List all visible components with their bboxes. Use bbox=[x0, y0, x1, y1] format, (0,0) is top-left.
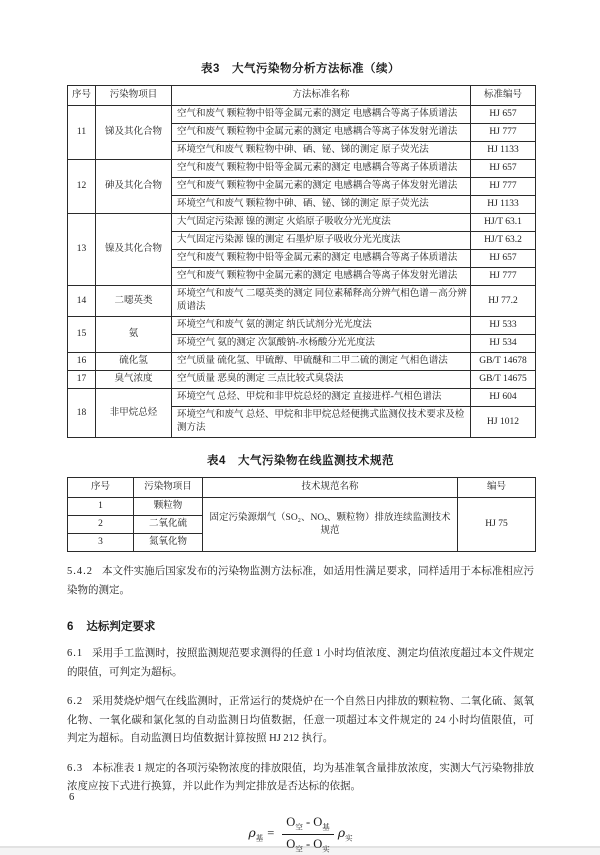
table-row bbox=[68, 286, 536, 317]
column-header: 编号 bbox=[458, 478, 536, 498]
table-row bbox=[68, 106, 536, 124]
row-number-cell: 11 bbox=[68, 106, 96, 160]
clause-text: 采用焚烧炉烟气在线监测时，正常运行的焚烧炉在一个自然日内排放的颗粒物、二氧化硫、氮氧化物、一氧化碳和氯化氢的自动监测日均值数据，任意一项超过本文件规定的 24 小时均值限值，可判定为超标。自动监测日均值数据计算按照 HJ 212 执行。 bbox=[67, 696, 534, 744]
column-header: 污染物项目 bbox=[96, 86, 172, 106]
standard-code-cell: HJ/T 63.1 bbox=[471, 214, 536, 232]
formula-factor: $\rho_实$ bbox=[337, 825, 353, 843]
table-row bbox=[68, 389, 536, 407]
pollutant-cell: 二噁英类 bbox=[96, 286, 172, 317]
table4 bbox=[67, 477, 536, 552]
pollutant-cell: 砷及其化合物 bbox=[96, 160, 172, 214]
table4-title: 表4 大气污染物在线监测技术规范 bbox=[207, 455, 394, 467]
table-row bbox=[68, 160, 536, 178]
column-header: 序号 bbox=[68, 478, 134, 498]
standard-code-cell: HJ 533 bbox=[471, 317, 536, 335]
spec-name-cell: 固定污染源烟气（SO₂、NOₓ、颗粒物）排放连续监测技术规范 bbox=[203, 498, 458, 552]
pollutant-cell: 氨 bbox=[96, 317, 172, 353]
section-number: 6 bbox=[67, 621, 75, 633]
formula-equals: = bbox=[267, 826, 275, 841]
pollutant-cell: 镍及其化合物 bbox=[96, 214, 172, 286]
row-number-cell: 17 bbox=[68, 371, 96, 389]
method-name-cell: 环境空气和废气 颗粒物中砷、硒、铋、锑的测定 原子荧光法 bbox=[172, 142, 471, 160]
standard-code-cell: HJ 1133 bbox=[471, 142, 536, 160]
row-number-cell: 3 bbox=[68, 534, 134, 552]
column-header: 方法标准名称 bbox=[172, 86, 471, 106]
formula-lhs: $\rho_基$ bbox=[248, 825, 264, 843]
pollutant-cell: 二氧化硫 bbox=[134, 516, 203, 534]
table-row bbox=[68, 214, 536, 232]
table4-header-row bbox=[68, 478, 536, 498]
formula-fraction bbox=[282, 815, 333, 855]
paragraph-5-4-2 bbox=[67, 563, 534, 600]
standard-code-cell: HJ 77.2 bbox=[471, 286, 536, 317]
pollutant-cell: 臭气浓度 bbox=[96, 371, 172, 389]
method-name-cell: 空气质量 硫化氢、甲硫醇、甲硫醚和二甲二硫的测定 气相色谱法 bbox=[172, 353, 471, 371]
pollutant-cell: 氮氧化物 bbox=[134, 534, 203, 552]
method-name-cell: 空气和废气 颗粒物中铅等金属元素的测定 电感耦合等离子体质谱法 bbox=[172, 160, 471, 178]
page-number: 6 bbox=[69, 792, 75, 803]
method-name-cell: 环境空气 总烃、甲烷和非甲烷总烃的测定 直接进样-气相色谱法 bbox=[172, 389, 471, 407]
standard-code-cell: HJ 777 bbox=[471, 268, 536, 286]
method-name-cell: 空气和废气 颗粒物中金属元素的测定 电感耦合等离子体发射光谱法 bbox=[172, 178, 471, 196]
row-number-cell: 14 bbox=[68, 286, 96, 317]
method-name-cell: 环境空气和废气 总烃、甲烷和非甲烷总烃便携式监测仪技术要求及检测方法 bbox=[172, 407, 471, 438]
standard-code-cell: HJ 534 bbox=[471, 335, 536, 353]
formula-denominator: $O_空 - O_实$ bbox=[286, 837, 330, 854]
section-6-heading bbox=[67, 618, 534, 634]
conversion-formula bbox=[67, 815, 534, 855]
pollutant-cell: 非甲烷总烃 bbox=[96, 389, 172, 438]
standard-code-cell: HJ 1012 bbox=[471, 407, 536, 438]
section-title: 达标判定要求 bbox=[86, 621, 156, 633]
clause-text: 本标准表 1 规定的各项污染物浓度的排放限值，均为基准氧含量排放浓度，实测大气污染物排放浓度应按下式进行换算，并以此作为判定排放是否达标的依据。 bbox=[67, 762, 534, 792]
method-name-cell: 空气和废气 颗粒物中铅等金属元素的测定 电感耦合等离子体质谱法 bbox=[172, 106, 471, 124]
standard-code-cell: HJ 777 bbox=[471, 124, 536, 142]
table-row bbox=[68, 317, 536, 335]
standard-code-cell: HJ 1133 bbox=[471, 196, 536, 214]
table3-header-row bbox=[68, 86, 536, 106]
standard-code-cell: HJ 657 bbox=[471, 160, 536, 178]
column-header: 标准编号 bbox=[471, 86, 536, 106]
method-name-cell: 大气固定污染源 镍的测定 石墨炉原子吸收分光光度法 bbox=[172, 232, 471, 250]
row-number-cell: 13 bbox=[68, 214, 96, 286]
row-number-cell: 12 bbox=[68, 160, 96, 214]
clause-number: 6.1 bbox=[67, 648, 84, 659]
clause-text: 采用手工监测时，按照监测规范要求测得的任意 1 小时均值浓度、测定均值浓度超过本文件规定的限值，可判定为超标。 bbox=[67, 648, 534, 678]
paragraph-6-2 bbox=[67, 693, 534, 749]
clause-number: 6.2 bbox=[67, 696, 84, 707]
table-row bbox=[68, 371, 536, 389]
paragraph-6-3 bbox=[67, 760, 534, 797]
table-row bbox=[68, 498, 536, 516]
method-name-cell: 环境空气 氨的测定 次氯酸钠-水杨酸分光光度法 bbox=[172, 335, 471, 353]
standard-code-cell: HJ 777 bbox=[471, 178, 536, 196]
table-row bbox=[68, 353, 536, 371]
column-header: 技术规范名称 bbox=[203, 478, 458, 498]
row-number-cell: 18 bbox=[68, 389, 96, 438]
paragraph-6-1 bbox=[67, 645, 534, 682]
table3-title: 表3 大气污染物分析方法标准（续） bbox=[201, 63, 400, 75]
standard-code-cell: HJ 657 bbox=[471, 106, 536, 124]
standard-code-cell: HJ/T 63.2 bbox=[471, 232, 536, 250]
clause-text: 本文件实施后国家发布的污染物监测方法标准，如适用性满足要求，同样适用于本标准相应污染物的测定。 bbox=[67, 566, 534, 596]
clause-number: 5.4.2 bbox=[67, 566, 93, 577]
row-number-cell: 15 bbox=[68, 317, 96, 353]
pollutant-cell: 锑及其化合物 bbox=[96, 106, 172, 160]
method-name-cell: 空气质量 恶臭的测定 三点比较式臭袋法 bbox=[172, 371, 471, 389]
standard-code-cell: HJ 75 bbox=[458, 498, 536, 552]
method-name-cell: 空气和废气 颗粒物中铅等金属元素的测定 电感耦合等离子体质谱法 bbox=[172, 250, 471, 268]
table3 bbox=[67, 85, 536, 438]
standard-code-cell: GB/T 14675 bbox=[471, 371, 536, 389]
method-name-cell: 环境空气和废气 颗粒物中砷、硒、铋、锑的测定 原子荧光法 bbox=[172, 196, 471, 214]
row-number-cell: 1 bbox=[68, 498, 134, 516]
method-name-cell: 环境空气和废气 氨的测定 纳氏试剂分光光度法 bbox=[172, 317, 471, 335]
row-number-cell: 2 bbox=[68, 516, 134, 534]
method-name-cell: 空气和废气 颗粒物中金属元素的测定 电感耦合等离子体发射光谱法 bbox=[172, 268, 471, 286]
pollutant-cell: 硫化氢 bbox=[96, 353, 172, 371]
column-header: 序号 bbox=[68, 86, 96, 106]
method-name-cell: 空气和废气 颗粒物中金属元素的测定 电感耦合等离子体发射光谱法 bbox=[172, 124, 471, 142]
standard-code-cell: HJ 604 bbox=[471, 389, 536, 407]
row-number-cell: 16 bbox=[68, 353, 96, 371]
standard-code-cell: HJ 657 bbox=[471, 250, 536, 268]
standard-code-cell: GB/T 14678 bbox=[471, 353, 536, 371]
formula-numerator: $O_空 - O_基$ bbox=[282, 815, 333, 836]
method-name-cell: 环境空气和废气 二噁英类的测定 同位素稀释高分辨气相色谱－高分辨质谱法 bbox=[172, 286, 471, 317]
method-name-cell: 大气固定污染源 镍的测定 火焰原子吸收分光光度法 bbox=[172, 214, 471, 232]
clause-number: 6.3 bbox=[67, 762, 84, 774]
pollutant-cell: 颗粒物 bbox=[134, 498, 203, 516]
column-header: 污染物项目 bbox=[134, 478, 203, 498]
